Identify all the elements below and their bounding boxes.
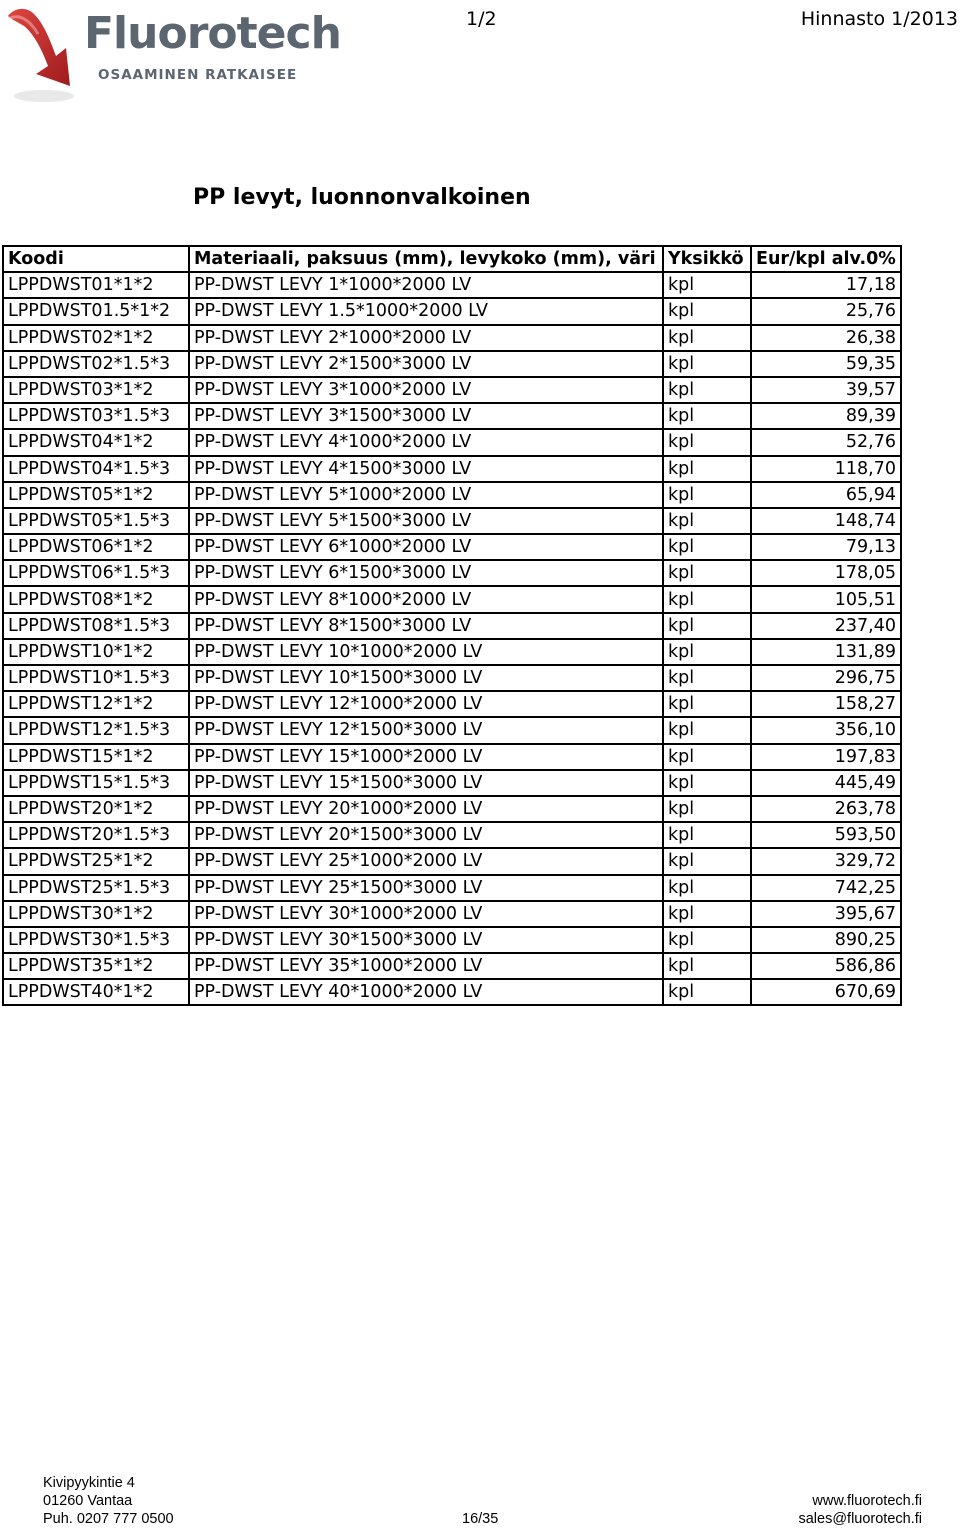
- table-row: [3, 377, 901, 403]
- cell-material: PP-DWST LEVY 40*1000*2000 LV: [189, 979, 663, 1005]
- cell-price: 25,76: [751, 298, 901, 324]
- table-row: [3, 613, 901, 639]
- cell-material: PP-DWST LEVY 35*1000*2000 LV: [189, 953, 663, 979]
- table-row: [3, 822, 901, 848]
- cell-code: LPPDWST05*1.5*3: [3, 508, 189, 534]
- cell-unit: kpl: [663, 298, 751, 324]
- cell-code: LPPDWST12*1*2: [3, 691, 189, 717]
- cell-code: LPPDWST03*1.5*3: [3, 403, 189, 429]
- cell-code: LPPDWST30*1*2: [3, 901, 189, 927]
- table-row: [3, 770, 901, 796]
- cell-code: LPPDWST12*1.5*3: [3, 717, 189, 743]
- table-row: [3, 298, 901, 324]
- cell-unit: kpl: [663, 325, 751, 351]
- cell-material: PP-DWST LEVY 4*1000*2000 LV: [189, 429, 663, 455]
- table-row: [3, 456, 901, 482]
- cell-code: LPPDWST40*1*2: [3, 979, 189, 1005]
- table-row: [3, 875, 901, 901]
- cell-code: LPPDWST02*1.5*3: [3, 351, 189, 377]
- cell-price: 118,70: [751, 456, 901, 482]
- cell-unit: kpl: [663, 822, 751, 848]
- cell-unit: kpl: [663, 927, 751, 953]
- cell-price: 178,05: [751, 560, 901, 586]
- cell-material: PP-DWST LEVY 25*1000*2000 LV: [189, 848, 663, 874]
- logo-tagline: OSAAMINEN RATKAISEE: [98, 67, 298, 83]
- cell-unit: kpl: [663, 744, 751, 770]
- cell-price: 65,94: [751, 482, 901, 508]
- cell-price: 59,35: [751, 351, 901, 377]
- cell-unit: kpl: [663, 586, 751, 612]
- cell-material: PP-DWST LEVY 2*1000*2000 LV: [189, 325, 663, 351]
- cell-unit: kpl: [663, 770, 751, 796]
- cell-unit: kpl: [663, 482, 751, 508]
- table-row: [3, 403, 901, 429]
- column-header-unit: Yksikkö: [663, 246, 751, 272]
- cell-material: PP-DWST LEVY 1*1000*2000 LV: [189, 272, 663, 298]
- cell-price: 26,38: [751, 325, 901, 351]
- footer-city: 01260 Vantaa: [43, 1493, 133, 1509]
- cell-code: LPPDWST15*1*2: [3, 744, 189, 770]
- cell-price: 237,40: [751, 613, 901, 639]
- column-header-code: Koodi: [3, 246, 189, 272]
- table-row: [3, 272, 901, 298]
- footer-street: Kivipyykintie 4: [43, 1475, 135, 1491]
- cell-material: PP-DWST LEVY 8*1000*2000 LV: [189, 586, 663, 612]
- cell-material: PP-DWST LEVY 12*1500*3000 LV: [189, 717, 663, 743]
- cell-unit: kpl: [663, 272, 751, 298]
- table-row: [3, 508, 901, 534]
- cell-material: PP-DWST LEVY 12*1000*2000 LV: [189, 691, 663, 717]
- cell-code: LPPDWST08*1.5*3: [3, 613, 189, 639]
- cell-code: LPPDWST30*1.5*3: [3, 927, 189, 953]
- page-indicator: 1/2: [466, 8, 497, 30]
- cell-code: LPPDWST06*1.5*3: [3, 560, 189, 586]
- cell-price: 158,27: [751, 691, 901, 717]
- cell-unit: kpl: [663, 508, 751, 534]
- table-row: [3, 429, 901, 455]
- cell-price: 356,10: [751, 717, 901, 743]
- price-table: [2, 245, 902, 1006]
- cell-material: PP-DWST LEVY 6*1000*2000 LV: [189, 534, 663, 560]
- table-row: [3, 901, 901, 927]
- cell-price: 197,83: [751, 744, 901, 770]
- table-row: [3, 534, 901, 560]
- cell-material: PP-DWST LEVY 20*1500*3000 LV: [189, 822, 663, 848]
- table-row: [3, 848, 901, 874]
- cell-material: PP-DWST LEVY 1.5*1000*2000 LV: [189, 298, 663, 324]
- cell-code: LPPDWST10*1.5*3: [3, 665, 189, 691]
- cell-price: 586,86: [751, 953, 901, 979]
- cell-price: 890,25: [751, 927, 901, 953]
- table-row: [3, 560, 901, 586]
- cell-code: LPPDWST20*1*2: [3, 796, 189, 822]
- cell-price: 742,25: [751, 875, 901, 901]
- cell-price: 329,72: [751, 848, 901, 874]
- cell-code: LPPDWST06*1*2: [3, 534, 189, 560]
- cell-material: PP-DWST LEVY 25*1500*3000 LV: [189, 875, 663, 901]
- table-row: [3, 586, 901, 612]
- cell-price: 17,18: [751, 272, 901, 298]
- table-row: [3, 796, 901, 822]
- cell-material: PP-DWST LEVY 5*1500*3000 LV: [189, 508, 663, 534]
- table-row: [3, 482, 901, 508]
- cell-material: PP-DWST LEVY 10*1000*2000 LV: [189, 639, 663, 665]
- cell-price: 395,67: [751, 901, 901, 927]
- cell-material: PP-DWST LEVY 5*1000*2000 LV: [189, 482, 663, 508]
- footer-contact: [798, 1492, 922, 1528]
- table-row: [3, 979, 901, 1005]
- column-header-price: Eur/kpl alv.0%: [751, 246, 901, 272]
- cell-unit: kpl: [663, 639, 751, 665]
- table-row: [3, 717, 901, 743]
- footer-email-link[interactable]: sales@fluorotech.fi: [798, 1511, 922, 1527]
- cell-price: 670,69: [751, 979, 901, 1005]
- cell-code: LPPDWST15*1.5*3: [3, 770, 189, 796]
- cell-price: 445,49: [751, 770, 901, 796]
- cell-price: 263,78: [751, 796, 901, 822]
- cell-code: LPPDWST35*1*2: [3, 953, 189, 979]
- cell-unit: kpl: [663, 691, 751, 717]
- cell-code: LPPDWST25*1.5*3: [3, 875, 189, 901]
- cell-code: LPPDWST01*1*2: [3, 272, 189, 298]
- table-row: [3, 691, 901, 717]
- table-row: [3, 665, 901, 691]
- cell-unit: kpl: [663, 456, 751, 482]
- cell-unit: kpl: [663, 848, 751, 874]
- footer-page-count: 16/35: [462, 1511, 499, 1527]
- cell-unit: kpl: [663, 560, 751, 586]
- table-row: [3, 953, 901, 979]
- table-header-row: [3, 246, 901, 272]
- company-logo: [4, 4, 341, 108]
- cell-price: 39,57: [751, 377, 901, 403]
- cell-code: LPPDWST05*1*2: [3, 482, 189, 508]
- cell-unit: kpl: [663, 901, 751, 927]
- table-row: [3, 744, 901, 770]
- cell-code: LPPDWST04*1.5*3: [3, 456, 189, 482]
- logo-wordmark: Fluorotech: [84, 8, 341, 59]
- cell-unit: kpl: [663, 613, 751, 639]
- cell-price: 89,39: [751, 403, 901, 429]
- cell-unit: kpl: [663, 665, 751, 691]
- table-row: [3, 927, 901, 953]
- cell-material: PP-DWST LEVY 15*1000*2000 LV: [189, 744, 663, 770]
- cell-price: 105,51: [751, 586, 901, 612]
- cell-unit: kpl: [663, 429, 751, 455]
- footer-website-link[interactable]: www.fluorotech.fi: [812, 1493, 922, 1509]
- cell-material: PP-DWST LEVY 8*1500*3000 LV: [189, 613, 663, 639]
- cell-material: PP-DWST LEVY 30*1000*2000 LV: [189, 901, 663, 927]
- cell-material: PP-DWST LEVY 30*1500*3000 LV: [189, 927, 663, 953]
- cell-unit: kpl: [663, 875, 751, 901]
- cell-material: PP-DWST LEVY 3*1000*2000 LV: [189, 377, 663, 403]
- cell-price: 593,50: [751, 822, 901, 848]
- footer-address: [43, 1474, 174, 1528]
- cell-code: LPPDWST04*1*2: [3, 429, 189, 455]
- table-row: [3, 639, 901, 665]
- cell-material: PP-DWST LEVY 6*1500*3000 LV: [189, 560, 663, 586]
- column-header-material: Materiaali, paksuus (mm), levykoko (mm), väri: [189, 246, 663, 272]
- cell-code: LPPDWST25*1*2: [3, 848, 189, 874]
- cell-price: 148,74: [751, 508, 901, 534]
- cell-material: PP-DWST LEVY 4*1500*3000 LV: [189, 456, 663, 482]
- cell-unit: kpl: [663, 351, 751, 377]
- document-label: Hinnasto 1/2013: [800, 8, 958, 30]
- cell-material: PP-DWST LEVY 15*1500*3000 LV: [189, 770, 663, 796]
- cell-code: LPPDWST01.5*1*2: [3, 298, 189, 324]
- cell-unit: kpl: [663, 953, 751, 979]
- cell-code: LPPDWST08*1*2: [3, 586, 189, 612]
- cell-code: LPPDWST02*1*2: [3, 325, 189, 351]
- cell-material: PP-DWST LEVY 20*1000*2000 LV: [189, 796, 663, 822]
- cell-material: PP-DWST LEVY 10*1500*3000 LV: [189, 665, 663, 691]
- cell-code: LPPDWST03*1*2: [3, 377, 189, 403]
- cell-unit: kpl: [663, 534, 751, 560]
- cell-code: LPPDWST10*1*2: [3, 639, 189, 665]
- cell-material: PP-DWST LEVY 3*1500*3000 LV: [189, 403, 663, 429]
- cell-unit: kpl: [663, 796, 751, 822]
- cell-code: LPPDWST20*1.5*3: [3, 822, 189, 848]
- cell-price: 79,13: [751, 534, 901, 560]
- price-table-body: [3, 272, 901, 1005]
- cell-unit: kpl: [663, 377, 751, 403]
- page-title: PP levyt, luonnonvalkoinen: [193, 185, 531, 210]
- cell-unit: kpl: [663, 403, 751, 429]
- footer-phone: Puh. 0207 777 0500: [43, 1511, 174, 1527]
- cell-price: 296,75: [751, 665, 901, 691]
- cell-price: 131,89: [751, 639, 901, 665]
- cell-material: PP-DWST LEVY 2*1500*3000 LV: [189, 351, 663, 377]
- red-arrow-swoosh-icon: [4, 4, 86, 108]
- cell-unit: kpl: [663, 979, 751, 1005]
- table-row: [3, 351, 901, 377]
- cell-price: 52,76: [751, 429, 901, 455]
- cell-unit: kpl: [663, 717, 751, 743]
- table-row: [3, 325, 901, 351]
